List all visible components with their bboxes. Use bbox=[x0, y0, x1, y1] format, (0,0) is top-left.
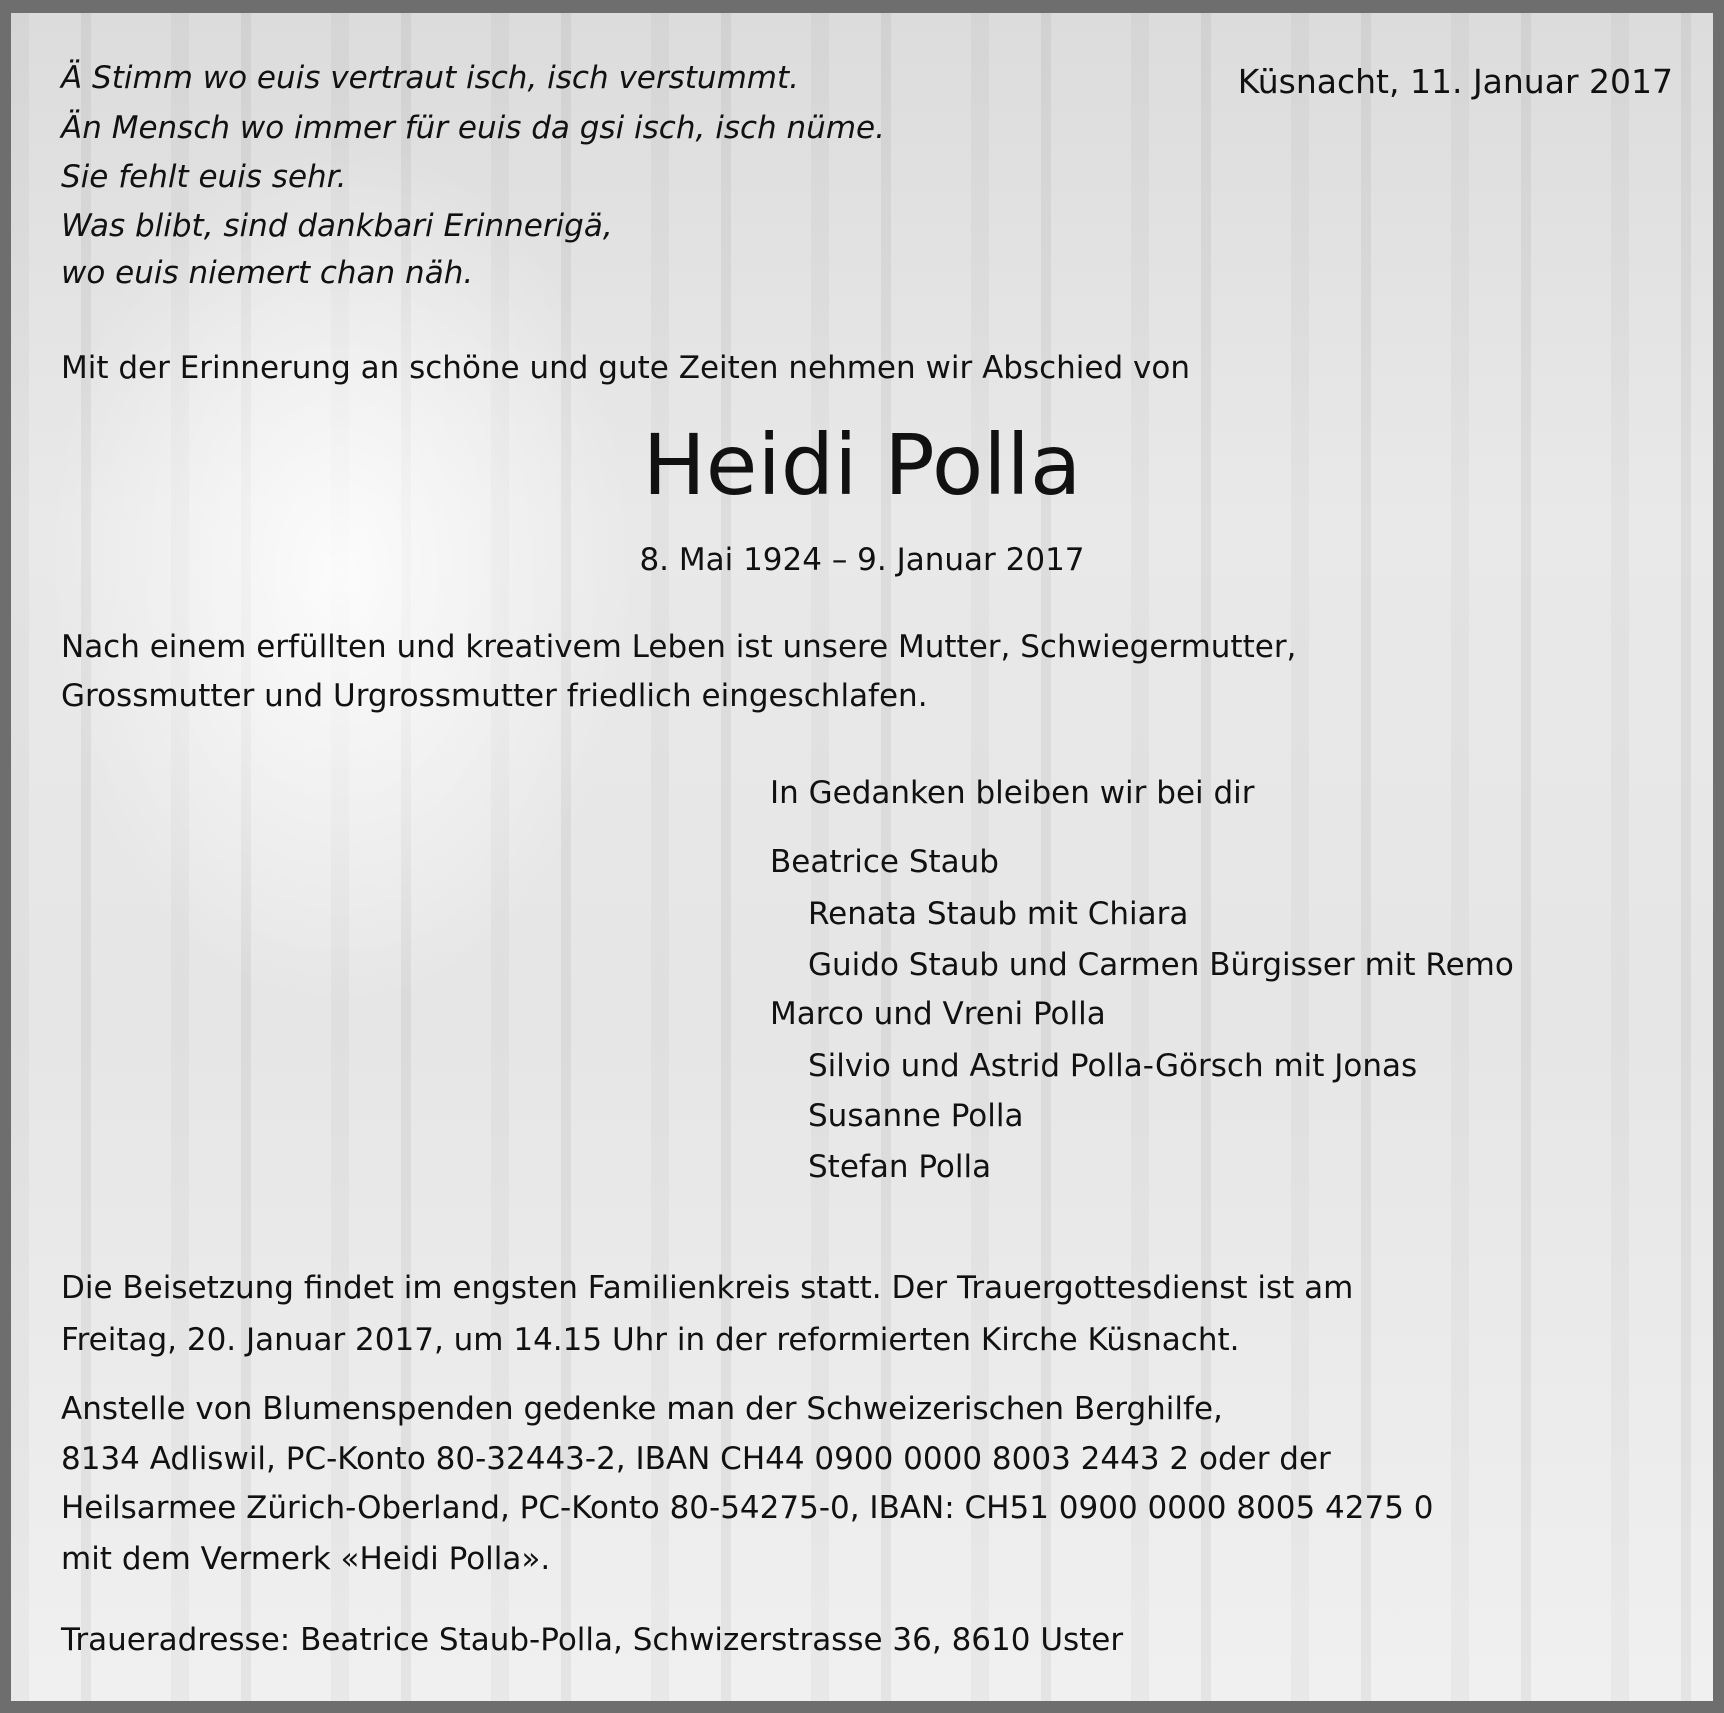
mourner: Marco und Vreni Polla bbox=[770, 996, 1106, 1032]
donation-line: 8134 Adliswil, PC-Konto 80-32443-2, IBAN CH44 0900 0000 8003 2443 2 oder der bbox=[61, 1441, 1331, 1477]
donation-line: Heilsarmee Zürich-Oberland, PC-Konto 80-54275-0, IBAN: CH51 0900 0000 8005 4275 0 bbox=[61, 1490, 1434, 1526]
mourning-address: Traueradresse: Beatrice Staub-Polla, Schwizerstrasse 36, 8610 Uster bbox=[61, 1622, 1124, 1658]
mourner: Guido Staub und Carmen Bürgisser mit Remo bbox=[808, 947, 1514, 983]
poem-line: wo euis niemert chan näh. bbox=[61, 255, 474, 291]
mourner: Susanne Polla bbox=[808, 1098, 1024, 1134]
poem-line: Sie fehlt euis sehr. bbox=[61, 159, 347, 195]
text-line: Grossmutter und Urgrossmutter friedlich eingeschlafen. bbox=[61, 678, 928, 714]
deceased-name: Heidi Polla bbox=[642, 416, 1082, 514]
thoughts-line: In Gedanken bleiben wir bei dir bbox=[770, 775, 1255, 811]
donation-line: mit dem Vermerk «Heidi Polla». bbox=[61, 1541, 551, 1577]
place-date: Küsnacht, 11. Januar 2017 bbox=[1237, 62, 1673, 101]
funeral-line: Freitag, 20. Januar 2017, um 14.15 Uhr in der reformierten Kirche Küsnacht. bbox=[61, 1322, 1240, 1358]
obituary-card bbox=[11, 13, 1713, 1701]
poem-line: Ä Stimm wo euis vertraut isch, isch verstummt. bbox=[61, 60, 799, 96]
mourner: Beatrice Staub bbox=[770, 844, 999, 880]
funeral-line: Die Beisetzung findet im engsten Familienkreis statt. Der Trauergottesdienst ist am bbox=[61, 1270, 1354, 1306]
life-dates: 8. Mai 1924 – 9. Januar 2017 bbox=[639, 542, 1085, 578]
text-line: Nach einem erfüllten und kreativem Leben ist unsere Mutter, Schwiegermutter, bbox=[61, 629, 1297, 665]
donation-line: Anstelle von Blumenspenden gedenke man der Schweizerischen Berghilfe, bbox=[61, 1391, 1223, 1427]
intro-text: Mit der Erinnerung an schöne und gute Zeiten nehmen wir Abschied von bbox=[61, 350, 1190, 386]
poem-line: Was blibt, sind dankbari Erinnerigä, bbox=[61, 208, 613, 244]
mourner: Renata Staub mit Chiara bbox=[808, 896, 1189, 932]
mourner: Stefan Polla bbox=[808, 1149, 992, 1185]
mourner: Silvio und Astrid Polla-Görsch mit Jonas bbox=[808, 1048, 1418, 1084]
poem-line: Än Mensch wo immer für euis da gsi isch, isch nüme. bbox=[61, 110, 885, 146]
